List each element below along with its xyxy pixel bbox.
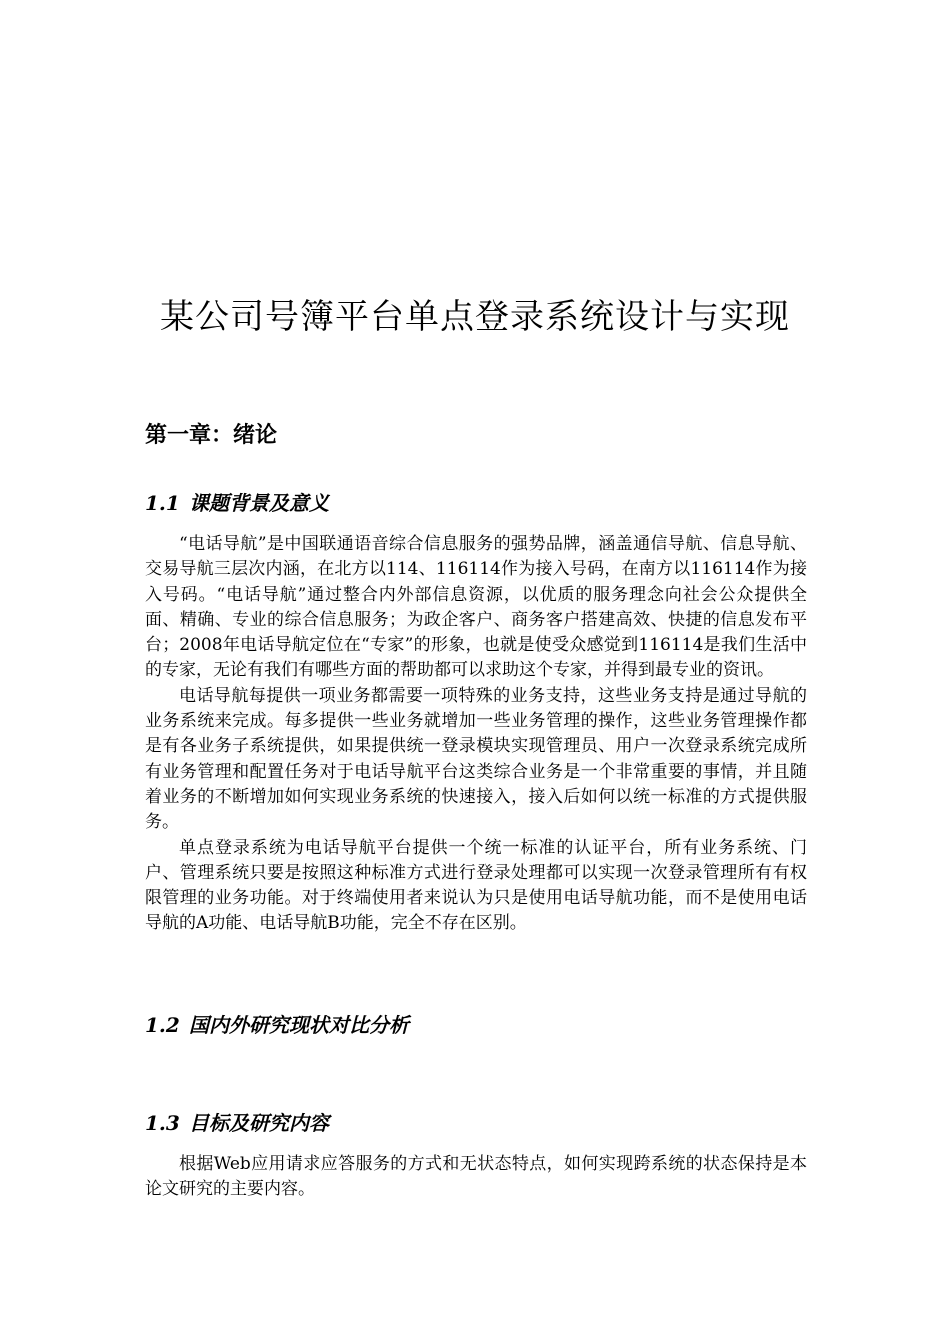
section-1-3-body (145, 1152, 807, 1203)
chapter-heading: 第一章：绪论 (145, 422, 278, 448)
section-title: 课题背景及意义 (189, 491, 329, 515)
section-title: 目标及研究内容 (189, 1111, 329, 1135)
section-number: 1.3 (145, 1111, 180, 1135)
paragraph: “电话导航”是中国联通语音综合信息服务的强势品牌，涵盖通信导航、信息导航、交易导航三层次内涵，在北方以114、116114作为接入号码，在南方以116114作为接入号码。“电话导航”通过整合内外部信息资源，以优质的服务理念向社会公众提供全面、精确、专业的综合信息服务；为政企客户、商务客户搭建高效、快捷的信息发布平台；2008年电话导航定位在“专家”的形象，也就是使受众感觉到116114是我们生活中的专家，无论有我们有哪些方面的帮助都可以求助这个专家，并得到最专业的资讯。 (145, 534, 807, 681)
section-title: 国内外研究现状对比分析 (189, 1013, 409, 1037)
document-title: 某公司号簿平台单点登录系统设计与实现 (160, 297, 790, 337)
section-heading-1-2 (145, 1010, 409, 1040)
section-number: 1.1 (145, 491, 180, 515)
section-number: 1.2 (145, 1013, 180, 1037)
paragraph: 根据Web应用请求应答服务的方式和无状态特点，如何实现跨系统的状态保持是本论文研究的主要内容。 (145, 1154, 807, 1200)
section-1-1-body (145, 532, 807, 937)
paragraph: 电话导航每提供一项业务都需要一项特殊的业务支持，这些业务支持是通过导航的业务系统来完成。每多提供一些业务就增加一些业务管理的操作，这些业务管理操作都是有各业务子系统提供，如果提供统一登录模块实现管理员、用户一次登录系统完成所有业务管理和配置任务对于电话导航平台这类综合业务是一个非常重要的事情，并且随着业务的不断增加如何实现业务系统的快速接入，接入后如何以统一标准的方式提供服务。 (145, 685, 807, 833)
paragraph: 单点登录系统为电话导航平台提供一个统一标准的认证平台，所有业务系统、门户、管理系统只要是按照这种标准方式进行登录处理都可以实现一次登录管理所有有权限管理的业务功能。对于终端使用者来说认为只是使用电话导航功能，而不是使用电话导航的A功能、电话导航B功能，完全不存在区别。 (145, 837, 807, 934)
section-heading-1-3 (145, 1108, 329, 1138)
section-heading-1-1 (145, 488, 329, 518)
